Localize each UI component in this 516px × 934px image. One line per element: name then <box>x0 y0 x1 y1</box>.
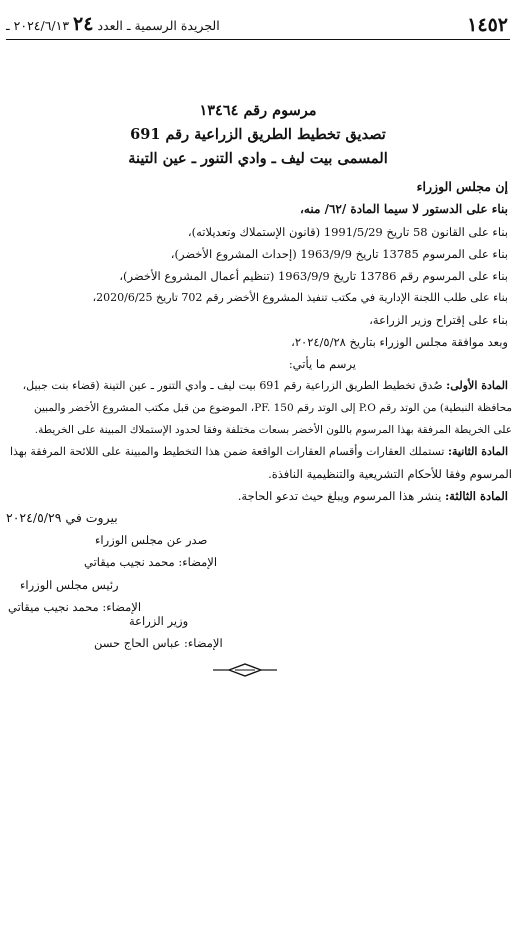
signature-name: الإمضاء: محمد نجيب ميقاتي <box>8 600 142 614</box>
preamble-item: بناء على القانون 58 تاريخ 1991/5/29 (قانون الإستملاك وتعديلاته)، <box>187 225 508 239</box>
article-1-line-1 <box>23 379 508 393</box>
article-3-line-1 <box>238 489 508 503</box>
issue-number: ٢٤ <box>73 13 94 35</box>
article-label: المادة الأولى: <box>446 379 508 392</box>
closing-ornament <box>213 663 277 677</box>
preamble-item: بناء على الدستور لا سيما المادة /٦٢/ منه، <box>300 202 508 216</box>
article-text: ينشر هذا المرسوم ويبلغ حيث تدعو الحاجة. <box>237 489 442 503</box>
council-heading: إن مجلس الوزراء <box>416 179 508 194</box>
signature-line: رئيس مجلس الوزراء <box>20 578 119 592</box>
decree-number: مرسوم رقم ١٣٤٦٤ <box>199 102 317 119</box>
preamble-item: بناء على المرسوم رقم 13786 تاريخ 1963/9/9 (تنظيم أعمال المشروع الأخضر)، <box>119 269 508 283</box>
preamble-item: بناء على طلب اللجنة الإدارية في مكتب تنفيذ المشروع الأخضر رقم 702 تاريخ 2020/6/25، <box>92 291 508 304</box>
decree-subtitle: المسمى بيت ليف ـ وادي التنور ـ عين التينة <box>128 150 388 167</box>
header-date: ٢٠٢٤/٦/١٣ ـ <box>6 18 70 33</box>
article-text: المرسوم وفقا للأحكام التشريعية والتنظيمية النافذة. <box>268 467 512 481</box>
page-number: ١٤٥٢ <box>467 14 508 36</box>
signature-name: الإمضاء: محمد نجيب ميقاتي <box>84 555 218 569</box>
article-text: محافظة النبطية) من الوتد رقم P.O إلى الوتد رقم PF. 150، الموضوع من قبل مكتب المشروع الأخضر والمبين <box>34 402 512 414</box>
article-label: المادة الثانية: <box>447 445 508 458</box>
decree-title: تصديق تخطيط الطريق الزراعية رقم 691 <box>130 126 386 143</box>
signature-line: وزير الزراعة <box>129 614 189 628</box>
preamble-item: وبعد موافقة مجلس الوزراء بتاريخ ٢٠٢٤/٥/٢٨، <box>291 335 508 349</box>
article-label: المادة الثالثة: <box>444 489 508 503</box>
running-header <box>6 14 220 36</box>
article-text: على الخريطة المرفقة بهذا المرسوم باللون الأخضر بسعات مختلفة وفقا لحدود الإستملاك المبينة على الخريطة. <box>34 424 512 436</box>
article-text: تستملك العقارات وأقسام العقارات الواقعة ضمن هذا التخطيط والمبينة على اللائحة المرفقة بهذا <box>9 445 445 458</box>
preamble-item: بناء على إقتراح وزير الزراعة، <box>369 313 508 327</box>
signature-name: الإمضاء: عباس الحاج حسن <box>94 636 223 650</box>
preamble-item: بناء على المرسوم 13785 تاريخ 1963/9/9 (إحداث المشروع الأخضر)، <box>170 247 508 261</box>
gazette-name: الجريدة الرسمية ـ العدد <box>97 18 220 33</box>
signature-line: صدر عن مجلس الوزراء <box>95 533 208 547</box>
article-text: صُدق تخطيط الطريق الزراعية رقم 691 بيت ليف ـ وادي التنور ـ عين التينة (قضاء بنت جبيل، <box>22 379 443 392</box>
decree-phrase: يرسم ما يأتي: <box>288 357 356 371</box>
article-2-line-1 <box>10 445 508 459</box>
header-rule <box>6 39 510 40</box>
issue-place-date: بيروت في ٢٠٢٤/٥/٢٩ <box>6 510 118 525</box>
